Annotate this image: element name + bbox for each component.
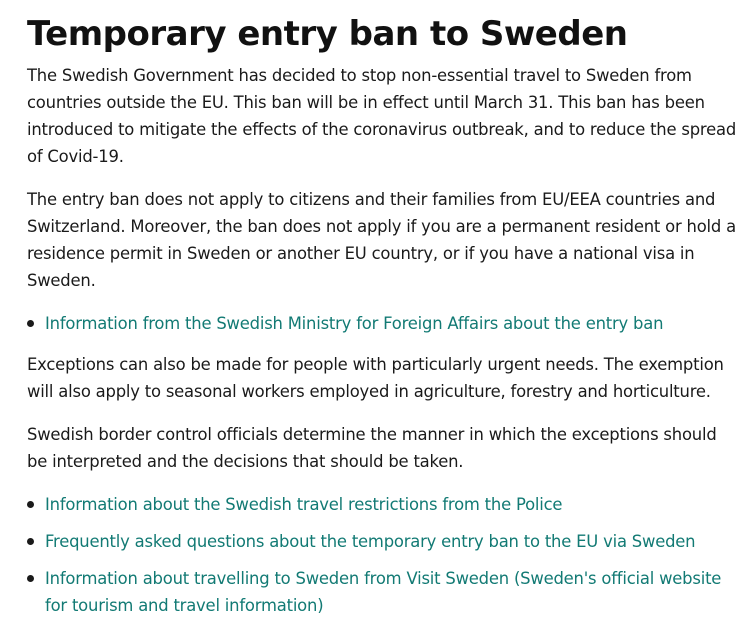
- ministry-link-list: [27, 310, 740, 337]
- resource-link-list: [27, 491, 740, 619]
- urgent-needs-paragraph: Exceptions can also be made for people with particularly urgent needs. The exemption will also apply to seasonal workers employed in agriculture, forestry and horticulture.: [27, 355, 724, 401]
- faq-entry-ban-link[interactable]: Frequently asked questions about the temporary entry ban to the EU via Sweden: [45, 532, 696, 551]
- list-item: [45, 565, 740, 619]
- border-control-paragraph: Swedish border control officials determine the manner in which the exceptions should be interpreted and the decisions that should be taken.: [27, 425, 717, 471]
- list-item: [45, 310, 740, 337]
- exemptions-paragraph: The entry ban does not apply to citizens and their families from EU/EEA countries and Switzerland. Moreover, the ban does not apply if you are a permanent resident or hold a residence permit in Sweden or another EU country, or if you have a national visa in Sweden.: [27, 190, 736, 290]
- police-restrictions-link[interactable]: Information about the Swedish travel restrictions from the Police: [45, 495, 563, 514]
- list-item: [45, 491, 740, 518]
- intro-paragraph: The Swedish Government has decided to stop non-essential travel to Sweden from countries outside the EU. This ban will be in effect until March 31. This ban has been introduced to mitigate the effects of the coronavirus outbreak, and to reduce the spread of Covid-19.: [27, 66, 737, 166]
- list-item: [45, 528, 740, 555]
- ministry-foreign-affairs-link[interactable]: Information from the Swedish Ministry for Foreign Affairs about the entry ban: [45, 314, 664, 333]
- visit-sweden-link[interactable]: Information about travelling to Sweden from Visit Sweden (Sweden's official website for tourism and travel information): [45, 569, 722, 615]
- page-title: Temporary entry ban to Sweden: [27, 14, 628, 54]
